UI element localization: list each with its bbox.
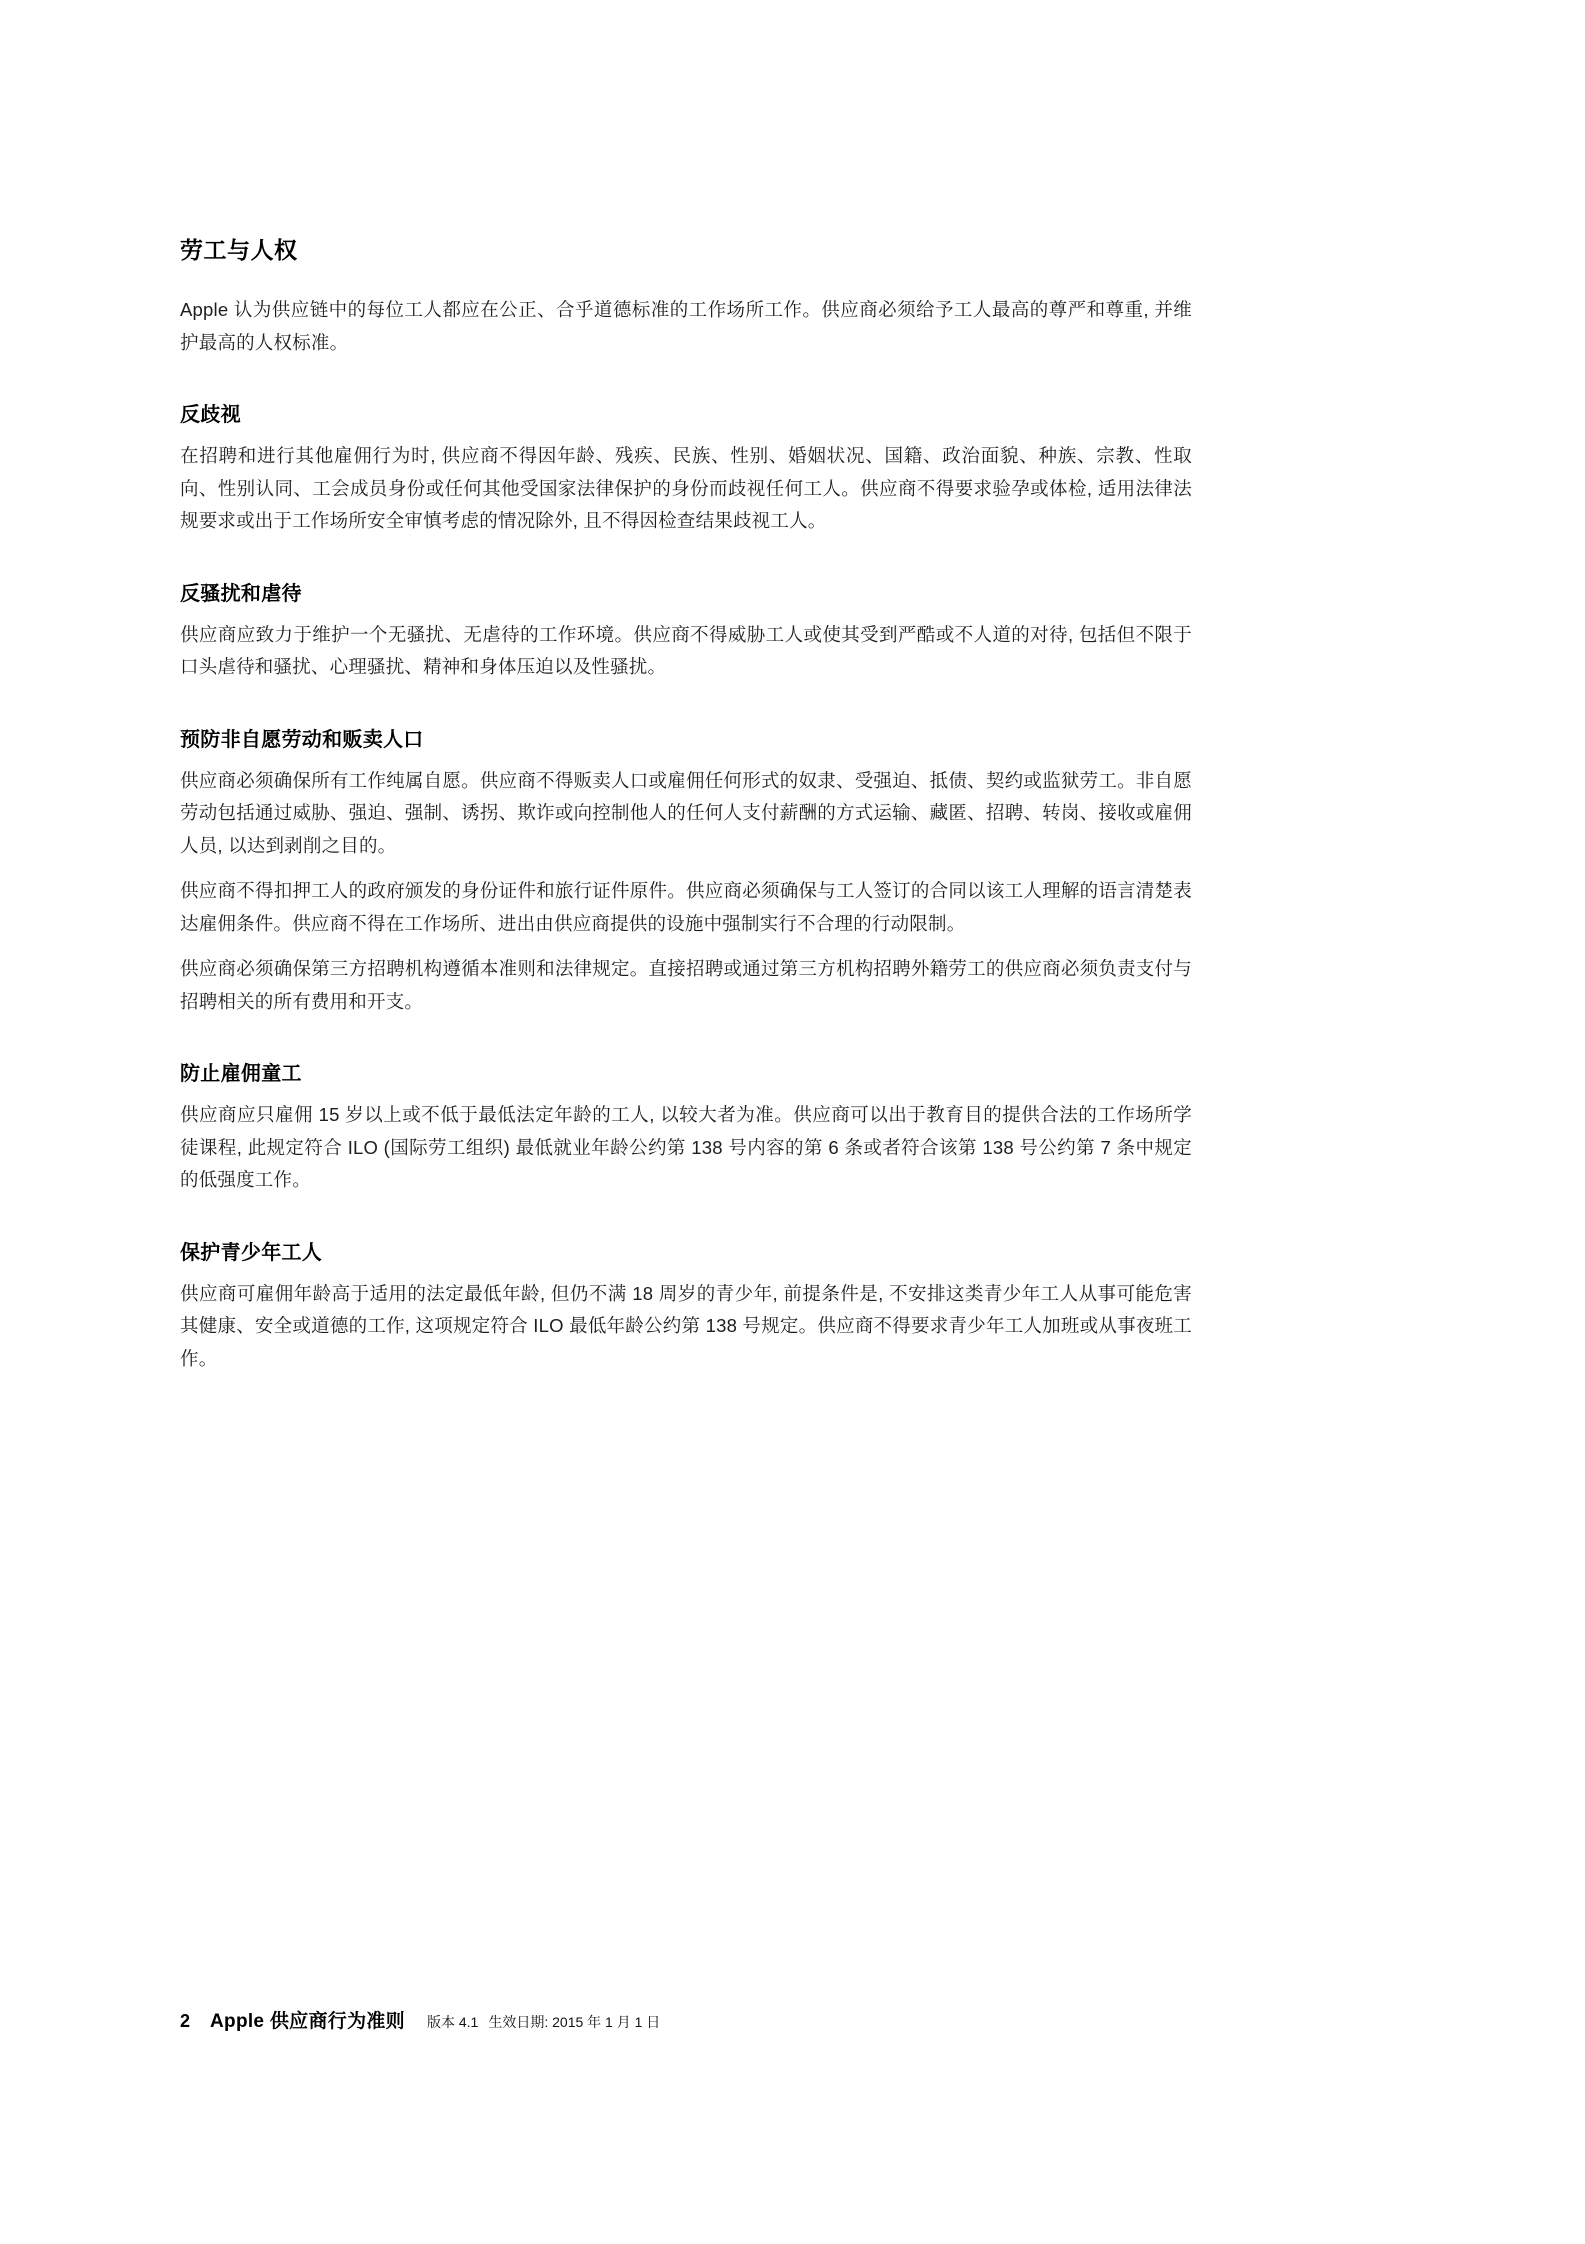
page-title: 劳工与人权 [180, 237, 298, 263]
section-paragraph: 供应商可雇佣年龄高于适用的法定最低年龄, 但仍不满 18 周岁的青少年, 前提条件是, 不安排这类青少年工人从事可能危害其健康、安全或道德的工作, 这项规定符合 ILO 最低年龄公约第 138 号规定。供应商不得要求青少年工人加班或从事夜班工作。 [180, 1282, 1192, 1369]
footer-doc-title: Apple 供应商行为准则 [210, 2011, 405, 2032]
section-paragraph: 供应商应只雇佣 15 岁以上或不低于最低法定年龄的工人, 以较大者为准。供应商可以出于教育目的提供合法的工作场所学徒课程, 此规定符合 ILO (国际劳工组织) 最低就业年龄公约第 138 号内容的第 6 条或者符合该第 138 号公约第 7 条中规定的低强度工作。 [180, 1104, 1192, 1190]
page-number: 2 [180, 2011, 191, 2031]
page-content [180, 236, 1192, 1375]
section-anti-discrimination [180, 403, 1192, 538]
section-juvenile-workers [180, 1241, 1192, 1376]
section-involuntary-labor [180, 728, 1192, 1019]
intro-paragraph: Apple 认为供应链中的每位工人都应在公正、合乎道德标准的工作场所工作。供应商必须给予工人最高的尊严和尊重, 并维护最高的人权标准。 [180, 299, 1192, 353]
footer-effective-date: 生效日期: 2015 年 1 月 1 日 [488, 2014, 661, 2030]
section-paragraph: 供应商必须确保所有工作纯属自愿。供应商不得贩卖人口或雇佣任何形式的奴隶、受强迫、抵债、契约或监狱劳工。非自愿劳动包括通过威胁、强迫、强制、诱拐、欺诈或向控制他人的任何人支付薪酬的方式运输、藏匿、招聘、转岗、接收或雇佣人员, 以达到剥削之目的。 [180, 769, 1192, 856]
section-heading-child-labor: 防止雇佣童工 [180, 1063, 302, 1085]
footer-version: 版本 4.1 [426, 2014, 479, 2030]
section-paragraph: 供应商应致力于维护一个无骚扰、无虐待的工作环境。供应商不得威胁工人或使其受到严酷或不人道的对待, 包括但不限于口头虐待和骚扰、心理骚扰、精神和身体压迫以及性骚扰。 [180, 623, 1192, 677]
section-paragraph: 供应商必须确保第三方招聘机构遵循本准则和法律规定。直接招聘或通过第三方机构招聘外籍劳工的供应商必须负责支付与招聘相关的所有费用和开支。 [180, 958, 1192, 1012]
page-footer [180, 2006, 660, 2033]
section-paragraph: 在招聘和进行其他雇佣行为时, 供应商不得因年龄、残疾、民族、性别、婚姻状况、国籍、政治面貌、种族、宗教、性取向、性别认同、工会成员身份或任何其他受国家法律保护的身份而歧视任何工人。供应商不得要求验孕或体检, 适用法律法规要求或出于工作场所安全审慎考虑的情况除外, 且不得因检查结果歧视工人。 [180, 445, 1192, 531]
section-heading-anti-harassment: 反骚扰和虐待 [180, 582, 302, 605]
section-paragraph: 供应商不得扣押工人的政府颁发的身份证件和旅行证件原件。供应商必须确保与工人签订的合同以该工人理解的语言清楚表达雇佣条件。供应商不得在工作场所、进出由供应商提供的设施中强制实行不合理的行动限制。 [180, 880, 1192, 934]
section-anti-harassment [180, 582, 1192, 684]
section-heading-juvenile-workers: 保护青少年工人 [180, 1241, 323, 1264]
section-heading-anti-discrimination: 反歧视 [180, 404, 241, 426]
section-child-labor [180, 1062, 1192, 1197]
section-heading-involuntary-labor: 预防非自愿劳动和贩卖人口 [180, 728, 424, 751]
